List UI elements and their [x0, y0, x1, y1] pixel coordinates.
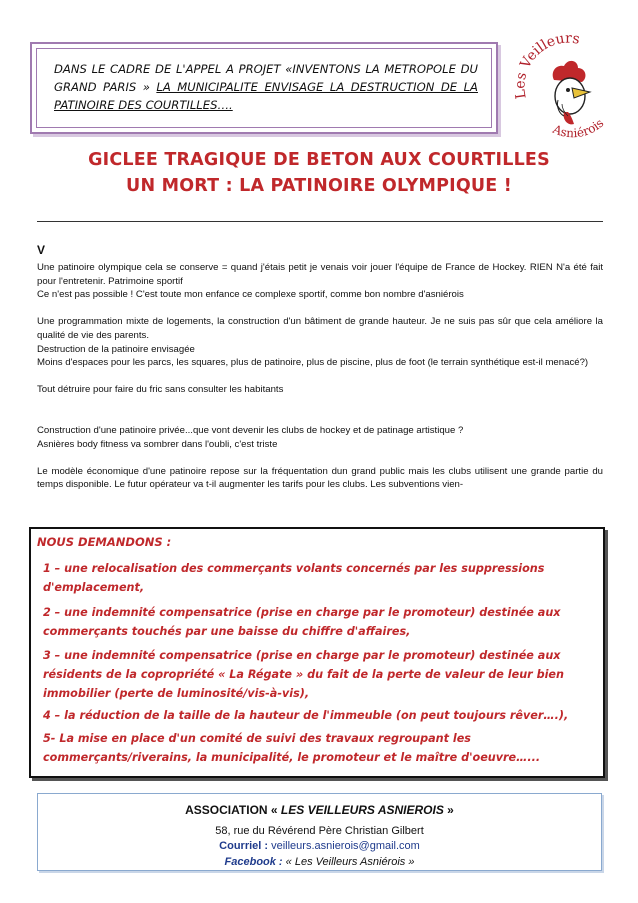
title-divider [37, 221, 603, 222]
demands-box [29, 527, 605, 778]
body-paragraph: Une patinoire olympique cela se conserve = quand j'étais petit je venais voir jouer l'équipe de France de Hockey. RIEN N'a été fait pour l'entretenir. Patrimoine sportif [37, 262, 603, 287]
body-paragraph: Le modèle économique d'une patinoire repose sur la fréquentation dun grand public mais les clubs utilisent une grande partie du temps disponible. Le futur opérateur va t-il augmenter les tarifs pour les clubs. Les subventions vien- [37, 465, 603, 491]
header-text-main: DANS LE CADRE DE L'APPEL A PROJET «INVENTONS LA METROPOLE DU GRAND PARIS » [54, 62, 478, 94]
demand-item-1: 1 – une relocalisation des commerçants volants concernés par les suppressions d'emplacement, [43, 562, 545, 594]
demand-item-4: 4 – la réduction de la taille de la hauteur de l'immeuble (on peut toujours rêver….), [43, 709, 569, 722]
logo-text-bottom: Asniérois [550, 115, 607, 141]
body-v-letter: V [37, 243, 46, 257]
demand-item-3: 3 – une indemnité compensatrice (prise en charge par le promoteur) destinée aux résidents de la copropriété « La Régate » du fait de la perte de valeur de leur bien immobilier (perte de luminosité/vis-à-vis), [43, 649, 564, 700]
footer-box [37, 793, 602, 871]
association-name: ASSOCIATION « LES VEILLEURS ASNIEROIS » [185, 803, 454, 817]
header-text [54, 60, 478, 114]
body-paragraph: Construction d'une patinoire privée...que vont devenir les clubs de hockey et de patinage artistique ? [37, 424, 464, 436]
demand-item-2: 2 – une indemnité compensatrice (prise en charge par le promoteur) destinée aux commerçants touchés par une baisse du chiffre d'affaires, [43, 606, 561, 638]
main-title-line2: UN MORT : LA PATINOIRE OLYMPIQUE ! [126, 176, 512, 196]
association-email [38, 840, 601, 852]
main-title-line1: GICLEE TRAGIQUE DE BETON AUX COURTILLES [88, 150, 550, 170]
association-address: 58, rue du Révérend Père Christian Gilbert [215, 825, 424, 837]
body-paragraph: Une programmation mixte de logements, la construction d'un bâtiment de grande hauteur. Je ne suis pas sûr que cela améliore la qualité de vie des parents. [37, 316, 603, 341]
body-paragraph: Destruction de la patinoire envisagée [37, 343, 195, 355]
demand-item-5: 5- La mise en place d'un comité de suivi des travaux regroupant les commerçants/riverains, la municipalité, le promoteur et le maître d'oeuvre…... [43, 732, 541, 764]
veilleurs-logo [512, 28, 622, 146]
body-paragraph: Ce n'est pas possible ! C'est toute mon enfance ce complexe sportif, comme bon nombre d'asniérois [37, 289, 464, 301]
email-label: Courriel : [219, 840, 272, 852]
facebook-label: Facebook : [224, 856, 286, 868]
body-paragraph: Asnières body fitness va sombrer dans l'oubli, c'est triste [37, 438, 278, 450]
rooster-icon [553, 61, 590, 124]
logo-text-top: Les Veilleurs [512, 30, 581, 100]
header-box [30, 42, 498, 134]
header-text-underlined: LA MUNICIPALITE ENVISAGE LA DESTRUCTION DE LA PATINOIRE DES COURTILLES…. [54, 80, 478, 112]
association-facebook [38, 856, 601, 868]
body-paragraph: Moins d'espaces pour les parcs, les squares, plus de patinoire, plus de piscine, plus de foot (le terrain synthétique est-il menacé?) [37, 357, 589, 369]
email-link[interactable]: veilleurs.asnierois@gmail.com [271, 840, 420, 852]
body-paragraph: Tout détruire pour faire du fric sans consulter les habitants [37, 384, 284, 396]
demands-heading: NOUS DEMANDONS : [37, 535, 172, 549]
body-text [37, 241, 603, 492]
facebook-page[interactable]: « Les Veilleurs Asniérois » [285, 856, 415, 868]
